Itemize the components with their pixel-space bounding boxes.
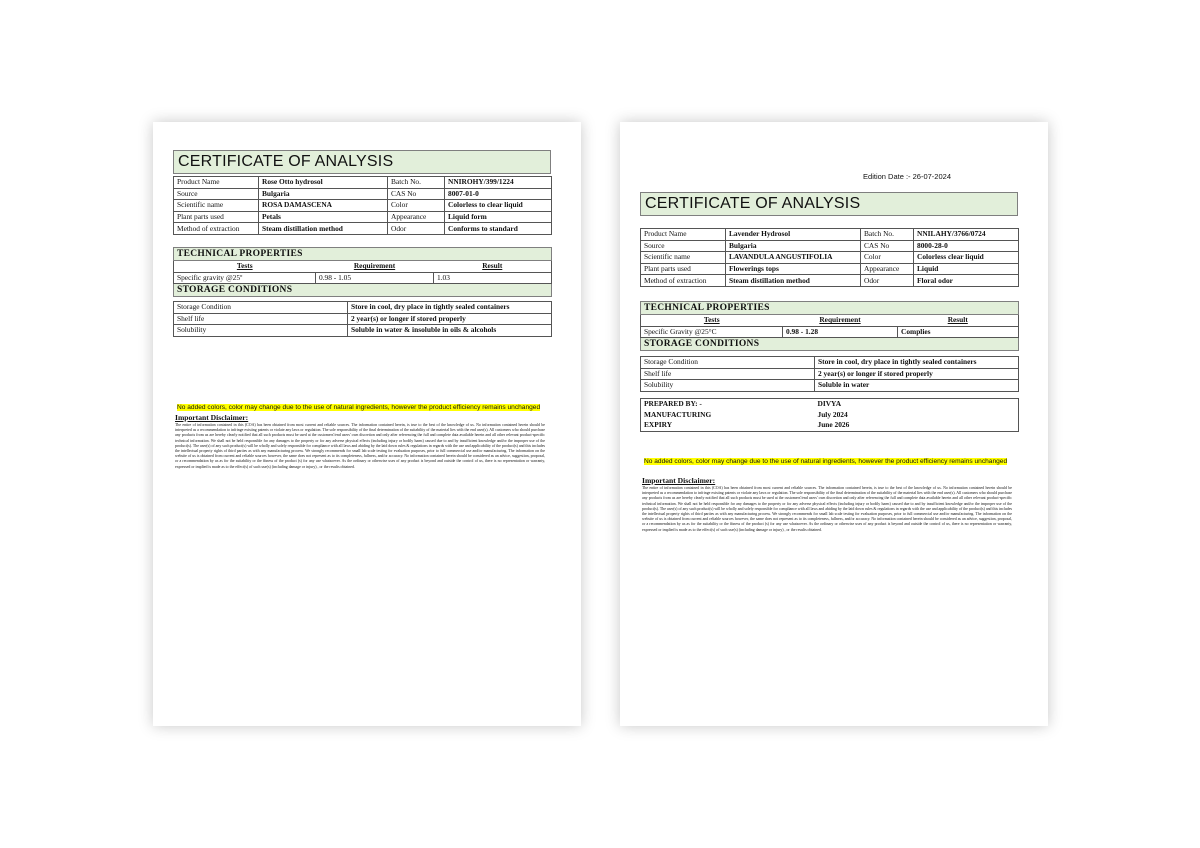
table-row: Solubility Soluble in water: [641, 380, 1019, 392]
table-row: Shelf life 2 year(s) or longer if stored properly: [641, 368, 1019, 380]
table-row: Method of extraction Steam distillation method Odor Conforms to standard: [174, 223, 552, 235]
table-row: PREPARED BY: - DIVYA: [641, 399, 1019, 410]
color-note: No added colors, color may change due to the use of natural ingredients, however the product efficiency remains unchanged: [644, 458, 1008, 465]
section-header: STORAGE CONDITIONS: [174, 284, 552, 297]
table-row: Product Name Lavender Hydrosol Batch No. NNILAHY/3766/0724: [641, 229, 1019, 241]
color-note: No added colors, color may change due to the use of natural ingredients, however the product efficiency remains unchanged: [177, 404, 541, 411]
disclaimer-title: Important Disclaimer:: [642, 476, 716, 485]
table-row: Specific gravity @25º 0.98 - 1.05 1.03: [174, 272, 552, 284]
section-header: TECHNICAL PROPERTIES: [174, 248, 552, 261]
storage-conditions-table: [173, 301, 552, 337]
document-page-lavender: [620, 122, 1048, 726]
document-page-rose: [153, 122, 581, 726]
disclaimer-text: The entire of information contained in this (COA) has been obtained from most current and reliable sources. The information contained herein, is true to the best of the knowledge of us. No information contained herein should be interpreted as a recommendation to infringe existing patents or violate any laws or regulation. The sole responsibility of the final determination of the suitability of the material lies with the end user(s). All customers who should purchase any products from us are hereby clearly notified that all such products must be used at the customers'/end users' own discretion and only after referencing the full and complete data available herein and all other relevant product-specific technical information. We shall not be held responsible for any damages to the property or for any adverse physical effects (including injury or bodily harm) caused due to and by insufficient knowledge and/or the improper use of the product(s). The user(s) of any such product(s) will be wholly and solely responsible for compliance with all laws and abiding by the laid down rules & regulations in regards with the use and applicability of the product(s) and this includes the intellectual property rights of third parties as with any manufacturing process. We strongly recommends for small lab scale testing for evaluation purposes, prior to full commercial use and/or manufacturing. The information on the website of us is obtained from current and reliable sources however, the same does not represent as to its completeness, fullness, and/or accuracy. No information contained herein should be considered as an advice, suggestion, proposal, or a recommendation by us as for the suitability or the fitness of the product (s) for any use whatsoever. As the ordinary or otherwise uses of any product is beyond and outside the control of us, there is no representation or warranty, expressed or implied is made as to the effect(s) of such use(s) (including damage or injury) , or the results obtained.: [642, 486, 1012, 532]
table-header-row: Tests Requirement Result: [174, 261, 552, 273]
table-row: Scientific name ROSA DAMASCENA Color Colorless to clear liquid: [174, 200, 552, 212]
certificate-title: CERTIFICATE OF ANALYSIS: [640, 192, 1018, 216]
table-row: MANUFACTURING July 2024: [641, 410, 1019, 421]
product-info-table: [173, 176, 552, 235]
table-row: Product Name Rose Otto hydrosol Batch No. NNIROHY/399/1224: [174, 177, 552, 189]
table-row: Method of extraction Steam distillation method Odor Floral odor: [641, 275, 1019, 287]
table-row: EXPIRY June 2026: [641, 420, 1019, 431]
table-row: Plant parts used Petals Appearance Liquid form: [174, 211, 552, 223]
table-row: Storage Condition Store in cool, dry place in tightly sealed containers: [641, 357, 1019, 369]
table-header-row: Tests Requirement Result: [641, 315, 1019, 327]
table-row: Scientific name LAVANDULA ANGUSTIFOLIA Color Colorless clear liquid: [641, 252, 1019, 264]
table-row: Storage Condition Store in cool, dry place in tightly sealed containers: [174, 302, 552, 314]
certificate-title: CERTIFICATE OF ANALYSIS: [173, 150, 551, 174]
storage-conditions-table: [640, 356, 1019, 392]
table-row: Shelf life 2 year(s) or longer if stored properly: [174, 313, 552, 325]
table-row: Plant parts used Flowerings tops Appearance Liquid: [641, 263, 1019, 275]
disclaimer-title: Important Disclaimer:: [175, 413, 249, 422]
technical-properties-table: [640, 301, 1019, 351]
section-header: STORAGE CONDITIONS: [641, 338, 1019, 351]
table-row: Specific Gravity @25°C 0.98 - 1.28 Complies: [641, 326, 1019, 338]
table-row: Source Bulgaria CAS No 8007-01-0: [174, 188, 552, 200]
edition-date: Edition Date :- 26-07-2024: [863, 172, 951, 181]
table-row: Solubility Soluble in water & insoluble in oils & alcohols: [174, 325, 552, 337]
disclaimer-text: The entire of information contained in this (COA) has been obtained from most current and reliable sources. The information contained herein, is true to the best of the knowledge of us. No information contained herein should be interpreted as a recommendation to infringe existing patents or violate any laws or regulation. The sole responsibility of the final determination of the suitability of the material lies with the end user(s). All customers who should purchase any products from us are hereby clearly notified that all such products must be used at the customers'/end users' own discretion and only after referencing the full and complete data available herein and all other relevant product-specific technical information. We shall not be held responsible for any damages to the property or for any adverse physical effects (including injury or bodily harm) caused due to and by insufficient knowledge and/or the improper use of the product(s). The user(s) of any such product(s) will be wholly and solely responsible for compliance with all laws and abiding by the laid down rules & regulations in regards with the use and applicability of the product(s) and this includes the intellectual property rights of third parties as with any manufacturing process. We strongly recommends for small lab scale testing for evaluation purposes, prior to full commercial use and/or manufacturing. The information on the website of us is obtained from current and reliable sources however, the same does not represent as to its completeness, fullness, and/or accuracy. No information contained herein should be considered as an advice, suggestion, proposal, or a recommendation by us as for the suitability or the fitness of the product (s) for any use whatsoever. As the ordinary or otherwise uses of any product is beyond and outside the control of us, there is no representation or warranty, expressed or implied is made as to the effect(s) of such use(s) (including damage or injury) , or the results obtained.: [175, 423, 545, 469]
technical-properties-table: [173, 247, 552, 297]
product-info-table: [640, 228, 1019, 287]
table-row: Source Bulgaria CAS No 8000-28-0: [641, 240, 1019, 252]
prepared-table: [640, 398, 1019, 432]
section-header: TECHNICAL PROPERTIES: [641, 302, 1019, 315]
